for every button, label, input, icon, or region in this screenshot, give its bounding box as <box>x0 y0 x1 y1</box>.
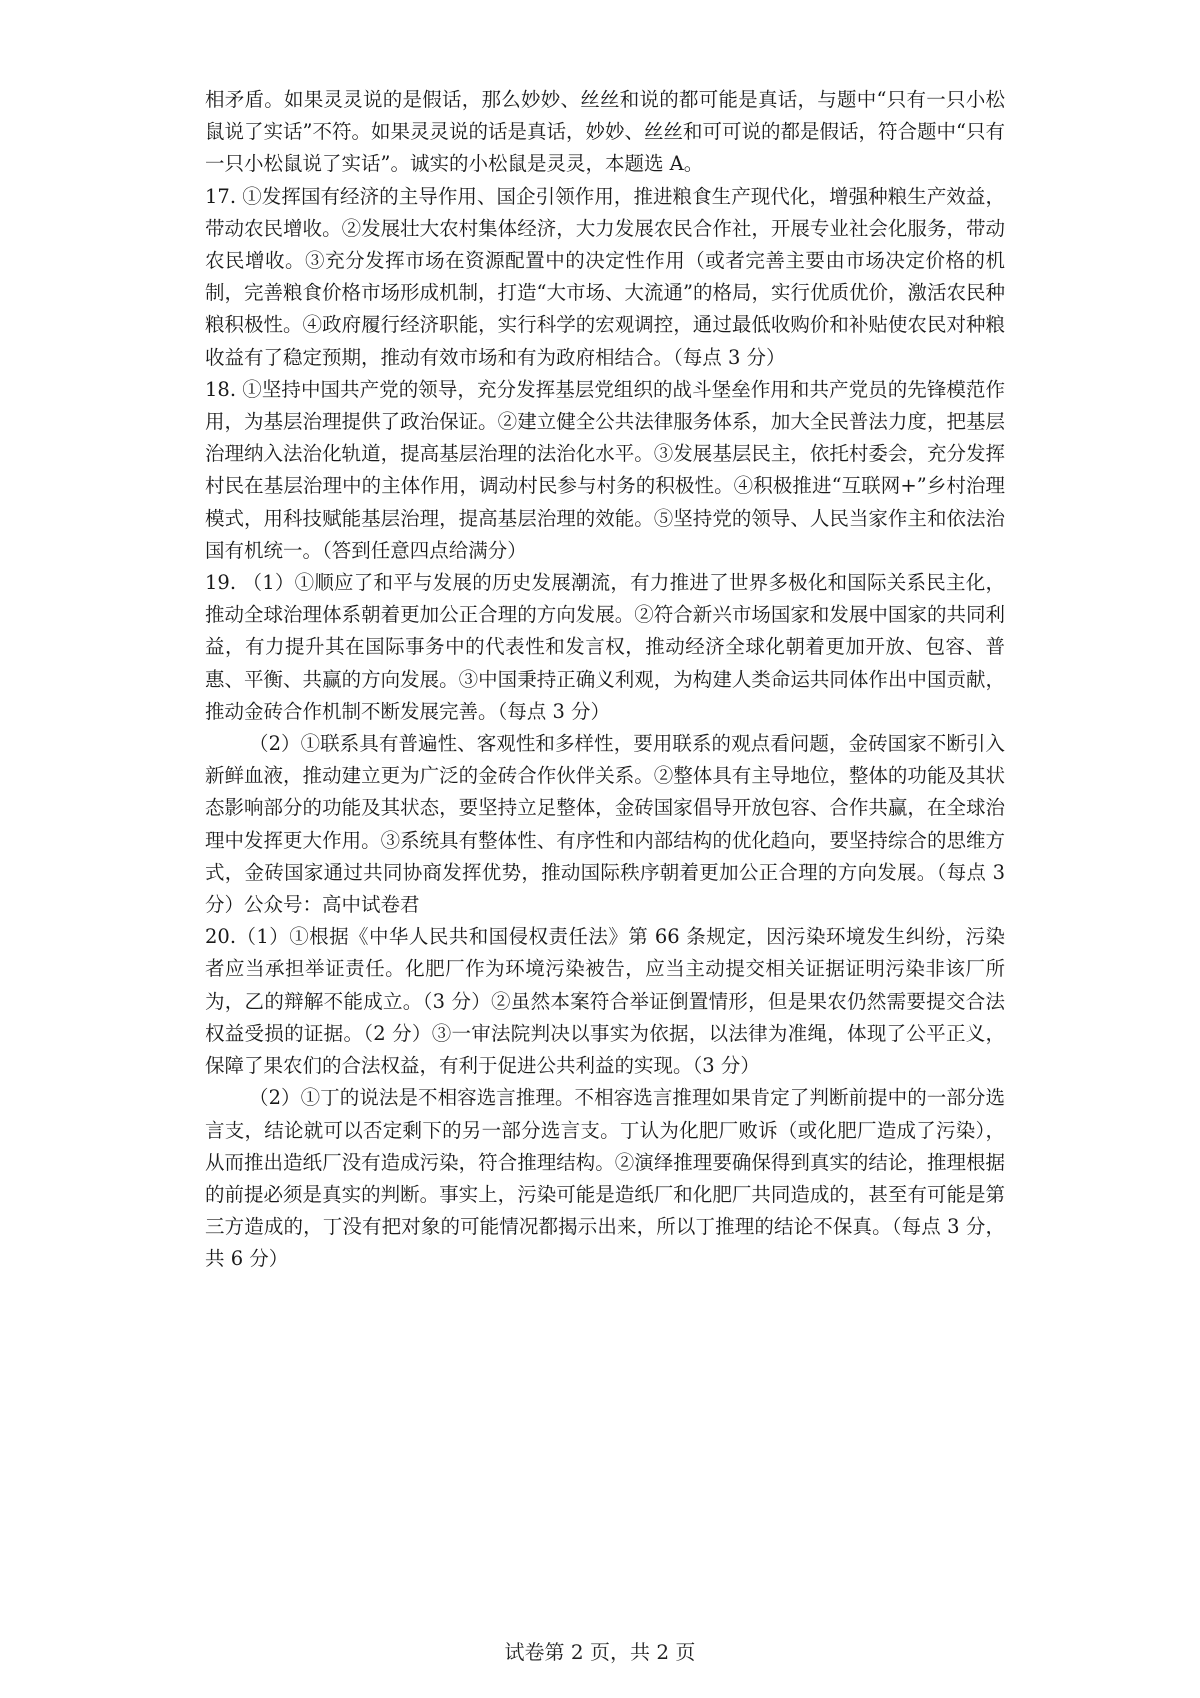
answer-20-part-2: （2）①丁的说法是不相容选言推理。不相容选言推理如果肯定了判断前提中的一部分选言支，结论就可以否定剩下的另一部分选言支。丁认为化肥厂败诉（或化肥厂造成了污染），从而推出造纸厂没有造成污染，符合推理结构。②演绎推理要确保得到真实的结论，推理根据的前提必须是真实的判断。事实上，污染可能是造纸厂和化肥厂共同造成的，甚至有可能是第三方造成的，丁没有把对象的可能情况都揭示出来，所以丁推理的结论不保真。（每点 3 分，共 6 分） <box>205 1086 1005 1271</box>
page-footer: 试卷第 2 页，共 2 页 <box>504 1640 696 1664</box>
answer-19-part-1: 19. （1）①顺应了和平与发展的历史发展潮流，有力推进了世界多极化和国际关系民主化，推动全球治理体系朝着更加公正合理的方向发展。②符合新兴市场国家和发展中国家的共同利益，有力提升其在国际事务中的代表性和发言权，推动经济全球化朝着更加开放、包容、普惠、平衡、共赢的方向发展。③中国秉持正确义利观，为构建人类命运共同体作出中国贡献，推动金砖合作机制不断发展完善。（每点 3 分） <box>205 571 1005 723</box>
answer-20-part-1: 20.（1）①根据《中华人民共和国侵权责任法》第 66 条规定，因污染环境发生纠纷，污染者应当承担举证责任。化肥厂作为环境污染被告，应当主动提交相关证据证明污染非该厂所为，乙的辩解不能成立。（3 分）②虽然本案符合举证倒置情形，但是果农仍然需要提交合法权益受损的证据。（2 分）③一审法院判决以事实为依据，以法律为准绳，体现了公平正义，保障了果农们的合法权益，有利于促进公共利益的实现。（3 分） <box>205 925 1005 1078</box>
answer-text-body <box>205 84 1005 1276</box>
answer-19-part-2: （2）①联系具有普遍性、客观性和多样性，要用联系的观点看问题，金砖国家不断引入新鲜血液，推动建立更为广泛的金砖合作伙伴关系。②整体具有主导地位，整体的功能及其状态影响部分的功能及其状态，要坚持立足整体，金砖国家倡导开放包容、合作共赢，在全球治理中发挥更大作用。③系统具有整体性、有序性和内部结构的优化趋向，要坚持综合的思维方式，金砖国家通过共同协商发挥优势，推动国际秩序朝着更加公正合理的方向发展。（每点 3 分）公众号：高中试卷君 <box>205 732 1005 917</box>
answer-17: 17. ①发挥国有经济的主导作用、国企引领作用，推进粮食生产现代化，增强种粮生产效益，带动农民增收。②发展壮大农村集体经济，大力发展农民合作社，开展专业社会化服务，带动农民增收。③充分发挥市场在资源配置中的决定性作用（或者完善主要由市场决定价格的机制，完善粮食价格市场形成机制，打造“大市场、大流通”的格局，实行优质优价，激活农民种粮积极性。④政府履行经济职能，实行科学的宏观调控，通过最低收购价和补贴使农民对种粮收益有了稳定预期，推动有效市场和有为政府相结合。（每点 3 分） <box>205 184 1005 369</box>
paragraph-continuation-16: 相矛盾。如果灵灵说的是假话，那么妙妙、丝丝和说的都可能是真话，与题中“只有一只小松鼠说了实话”不符。如果灵灵说的话是真话，妙妙、丝丝和可可说的都是假话，符合题中“只有一只小松鼠说了实话”。诚实的小松鼠是灵灵，本题选 A。 <box>205 88 1005 176</box>
answer-18: 18. ①坚持中国共产党的领导，充分发挥基层党组织的战斗堡垒作用和共产党员的先锋模范作用，为基层治理提供了政治保证。②建立健全公共法律服务体系，加大全民普法力度，把基层治理纳入法治化轨道，提高基层治理的法治化水平。③发展基层民主，依托村委会，充分发挥村民在基层治理中的主体作用，调动村民参与村务的积极性。④积极推进“互联网+”乡村治理模式，用科技赋能基层治理，提高基层治理的效能。⑤坚持党的领导、人民当家作主和依法治国有机统一。（答到任意四点给满分） <box>205 377 1005 562</box>
